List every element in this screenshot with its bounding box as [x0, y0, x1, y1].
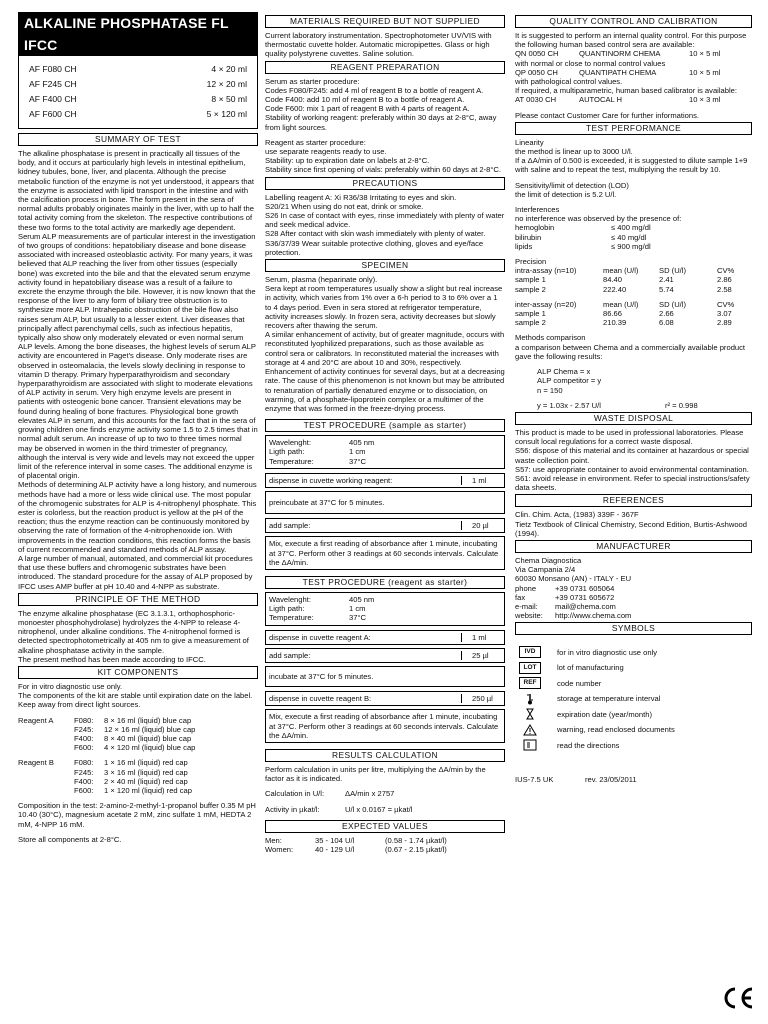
proc2-step: add sample: 25 µl [265, 648, 505, 663]
proc2-heading: TEST PROCEDURE (reagent as starter) [265, 576, 505, 589]
prep-line: Code F400: add 10 ml of reagent B to a bottle of reagent A. [265, 95, 465, 105]
references-heading: REFERENCES [515, 494, 752, 507]
column-left [18, 12, 258, 1014]
proc1-params: Wavelenght: 405 nm Ligth path: 1 cm Temperature: 37°C [265, 435, 505, 469]
proc1-step: dispense in cuvette working reagent: 1 ml [265, 473, 505, 488]
kit-line: Keep away from direct light sources. [18, 700, 141, 710]
kit-line: For in vitro diagnostic use only. [18, 681, 123, 691]
kit-heading: KIT COMPONENTS [18, 666, 258, 679]
qc-row-note: with normal or close to normal control values [515, 58, 666, 68]
warning-icon [519, 724, 541, 736]
precautions-heading: PRECAUTIONS [265, 177, 505, 190]
proc1-heading: TEST PROCEDURE (sample as starter) [265, 419, 505, 432]
perf-line: the limit of detection is 5.2 U/l. [515, 189, 617, 199]
footer [515, 775, 752, 784]
precaution-line: S26 In case of contact with eyes, rinse immediately with plenty of water and seek medical advice. [265, 211, 505, 230]
expected-row: Women: 40 - 129 U/l (0.67 - 2.15 µkat/l) [265, 844, 447, 854]
comparison-line: n = 150 [537, 385, 563, 395]
qc-heading: QUALITY CONTROL AND CALIBRATION [515, 15, 752, 28]
perf-line: no interference was observed by the presence of: [515, 214, 682, 224]
waste-line: S61: avoid release in environment. Refer to special instructions/safety data sheets. [515, 473, 750, 493]
perf-line: Interferences [515, 205, 560, 215]
column-middle [265, 12, 505, 1014]
precaution-line: S36/37/39 Wear suitable protective clothing, gloves and eye/face protection. [265, 238, 484, 257]
composition-text: Composition in the test: 2-amino-2-methyl-1-propanol buffer 0.35 M pH 10.40 (30°C), magnesium acetate 2 mM, zinc sulfate 1 mM, HEDTA 2 mM, 4-NPP 16 mM. [18, 801, 256, 829]
ref-icon: REF [519, 677, 541, 689]
symbol-row: read the directions [515, 737, 752, 753]
ce-mark-icon [720, 986, 754, 1010]
reference-line: Clin. Chim. Acta, (1983) 339F - 367F [515, 510, 639, 520]
proc2-step: Mix, execute a first reading of absorbance after 1 minute, incubating at 37°C. Perform other 3 readings at 60 seconds intervals. Calculate the ΔA/min. [265, 709, 505, 743]
reference-line: Tietz Textbook of Clinical Chemistry, Second Edition, Burtis-Ashwood (1994). [515, 519, 747, 538]
symbol-row: storage at temperature interval [515, 691, 752, 707]
interference-row: lipids ≤ 900 mg/dl [515, 241, 651, 251]
prep-line: Codes F080/F245: add 4 ml of reagent B to a bottle of reagent A. [265, 85, 484, 95]
product-row: AF F080 CH 4 × 20 ml [29, 64, 247, 74]
kit-line: The components of the kit are stable until expiration date on the label. [18, 691, 253, 701]
symbol-row: expiration date (year/month) [515, 706, 752, 722]
symbols-heading: SYMBOLS [515, 622, 752, 635]
precaution-line: S28 After contact with skin wash immediately with plenty of water. [265, 229, 486, 239]
perf-heading: TEST PERFORMANCE [515, 122, 752, 135]
comparison-line: ALP competitor = y [537, 376, 602, 386]
prep-line: Stability since first opening of vials: preferably within 60 days at 2-8°C. [265, 165, 502, 175]
product-row: AF F245 CH 12 × 20 ml [29, 79, 247, 89]
prep-line: Code F600: mix 1 part of reagent B with 4 parts of reagent A. [265, 104, 470, 114]
proc1-step: add sample: 20 µl [265, 518, 505, 533]
column-right [515, 12, 752, 1014]
expected-heading: EXPECTED VALUES [265, 820, 505, 833]
qc-row-note: with pathological control values. [515, 77, 623, 87]
proc2-params: Wavelenght: 405 nm Ligth path: 1 cm Temperature: 37°C [265, 592, 505, 626]
perf-line: If a ΔA/min of 0.500 is exceeded, it is suggested to dilute sample 1+9 with saline and to repeat the test, multiplying the result by 10. [515, 156, 748, 175]
perf-line: the method is linear up to 3000 U/l. [515, 147, 633, 157]
principle-text-2: The present method has been made according to IFCC. [18, 654, 206, 664]
product-row: AF F600 CH 5 × 120 ml [29, 109, 247, 119]
precision-row: sample 1 86.66 2.66 3.07 [515, 309, 732, 319]
prep-line: use separate reagents ready to use. [265, 147, 387, 157]
perf-line: Methods comparison [515, 333, 586, 343]
principle-text: The enzyme alkaline phosphatase (EC 3.1.3.1, orthophosphoric-monoester phosphohydrolase) hydrolyzes the 4-NPP to release 4-nitrophenol, under alkaline conditions. The 4-nitrophenol formed is detected spectrophotometrically at 405 nm to give a measurement of alkaline phosphatase activity in the sample. [18, 608, 249, 655]
product-row: AF F400 CH 8 × 50 ml [29, 94, 247, 104]
reagent-a: Reagent A F080: 8 × 16 ml (liquid) blue cap F245: 12 × 16 ml (liquid) blue cap F400: 8 × 40 ml (liquid) blue cap F600: 4 × 120 ml (liquid) blue cap [18, 715, 196, 753]
qc-text-2: If required, a multiparametric, human based calibrator is available: [515, 86, 738, 96]
waste-line: S56: dispose of this material and its container at hazardous or special waste collection point. [515, 446, 749, 465]
product-list [18, 56, 258, 129]
specimen-heading: SPECIMEN [265, 259, 505, 272]
book-icon [519, 739, 541, 751]
ivd-icon: IVD [519, 646, 541, 658]
results-calc: Calculation in U/l: ΔA/min x 2757 [265, 789, 395, 799]
precision-header: intra-assay (n=10) mean (U/l) SD (U/l) CV% [515, 266, 735, 276]
thermometer-icon [519, 693, 541, 705]
perf-line: Sensitivity/limit of detection (LOD) [515, 180, 629, 190]
materials-heading: MATERIALS REQUIRED BUT NOT SUPPLIED [265, 15, 505, 28]
waste-heading: WASTE DISPOSAL [515, 412, 752, 425]
proc2-step: dispense in cuvette reagent B: 250 µl [265, 691, 505, 706]
proc2-step: dispense in cuvette reagent A: 1 ml [265, 630, 505, 645]
reagent-prep-heading: REAGENT PREPARATION [265, 61, 505, 74]
reagent-b: Reagent B F080: 1 × 16 ml (liquid) red cap F245: 3 × 16 ml (liquid) red cap F400: 2 × 40 ml (liquid) red cap F600: 1 × 120 ml (liquid) red cap [18, 758, 193, 795]
principle-heading: PRINCIPLE OF THE METHOD [18, 593, 258, 606]
specimen-text: Sera kept at room temperatures usually show a slight but real increase in activity, which varies from 1% over a 6-h period to 3 to 6% over a 1 to 4 days period. Even in sera stored at refrigerator temperature, activity increases slowly. In frozen sera, activity decreases but slowly recovers after thawing the serum. [265, 284, 503, 331]
qc-text: It is suggested to perform an internal quality control. For this purpose the following human based control sera are available: [515, 31, 747, 50]
results-heading: RESULTS CALCULATION [265, 749, 505, 762]
precision-row: sample 2 210.39 6.08 2.89 [515, 318, 732, 328]
summary-heading: SUMMARY OF TEST [18, 133, 258, 146]
comparison-line: ALP Chema = x [537, 367, 591, 377]
results-text: Perform calculation in units per litre, multiplying the ΔA/min by the factor as it is indicated. [265, 764, 486, 784]
hourglass-icon [519, 708, 541, 720]
expected-row: Men: 35 - 104 U/l (0.58 - 1.74 µkat/l) [265, 835, 447, 845]
summary-text: The alkaline phosphatase is present in practically all tissues of the body, and it occurs at particularly high levels in intestinal epithelium, kidney tubules, bone, liver, and placenta. Although the precise metabolic function of the enzyme is not yet understood, it appears that the enzyme is associated with lipid transport in the intestine and with the calcification process in bone. The form present in the sera of normal adults probably originates mainly in the liver, with up to half the total activity coming from the skeleton. The respective contributions of these two forms to the total activity are markedly age dependent. Serum ALP measurements are of particular interest in the investigation of two groups of conditions: hepatobiliary disease and bone disease associated with increased osteoblastic activity. For many years, it was believed that ALP reaching the liver from other tissues (especially bone) was excreted into the bile and that the elevated serum enzyme activity found in hepatobiliary disease was a result of a failure to excrete the enzyme through the bile. However, it is now known that the response of the liver to any form of biliary tree obstruction is to synthesize more ALP. Intrahepatic obstruction of the bile flow also raises serum ALP, but usually to a lesser extent. Liver diseases that principally affect parenchymal cells, such as infectious hepatitis, typically also show only moderately elevated or even normal serum ALP levels. Among the bone diseases, the highest levels of serum ALP activity are encountered in Paget's disease. Only moderate rises are observed in osteomalacia, the levels slowly declining in response to vitamin D therapy. Primary hyperparathyroidism and secondary hyperparathyroidism are associated with slight to moderate elevations of ALP activity in serum. Very high enzyme levels are present in patients with osteogenic bone cancer. Transient elevations may be found during healing of bone fractures. Physiological bone growth elevates ALP in serum, and this accounts for the fact that in the sera of growing children one finds enzyme activity some 1.5 to 2.5 times that in normal adult serum. An increase of up to two to three times normal may be observed in women in the third trimester of pregnancy, although the interval is very wide and levels may not exceed the upper limit of the reference interval in some cases. The additional enzyme is of placental origin. [18, 149, 258, 481]
symbol-row: LOT lot of manufacturing [515, 660, 752, 676]
manufacturer-website: website: http://www.chema.com [515, 611, 632, 621]
waste-line: S57: use appropriate container to avoid environmental contamination. [515, 464, 749, 474]
lot-icon: LOT [519, 662, 541, 674]
prep-line: Stability: up to expiration date on labels at 2-8°C. [265, 156, 430, 166]
comparison-result: y = 1.03x - 2.57 U/l r² = 0.998 [537, 400, 698, 410]
interference-row: hemoglobin ≤ 400 mg/dl [515, 223, 651, 233]
proc1-step: preincubate at 37°C for 5 minutes. [265, 491, 505, 514]
symbol-row: warning, read enclosed documents [515, 722, 752, 738]
manufacturer-contact: phone +39 0731 605064 [515, 583, 615, 593]
precision-row: sample 2 222.40 5.74 2.58 [515, 284, 732, 294]
revision-date: rev. 23/05/2011 [585, 774, 637, 784]
manufacturer-line: Via Campania 2/4 [515, 565, 576, 575]
precaution-line: Labelling reagent A: Xi R36/38 Irritating to eyes and skin. [265, 192, 457, 202]
prep-line: Reagent as starter procedure: [265, 137, 366, 147]
manufacturer-email: e-mail: mail@chema.com [515, 601, 616, 611]
perf-line: a comparison between Chema and a commercially available product gave the following results: [515, 342, 746, 361]
perf-line: Precision [515, 257, 547, 267]
proc1-step: Mix, execute a first reading of absorbance after 1 minute, incubating at 37°C. Perform other 3 readings at 60 seconds intervals. Calculate the ΔA/min. [265, 536, 505, 570]
document-code: IUS-7.5 UK [515, 774, 554, 784]
qc-row: QN 0050 CH QUANTINORM CHEMA 10 × 5 ml [515, 49, 721, 59]
results-calc: Activity in µkat/l: U/l x 0.0167 = µkat/l [265, 804, 413, 814]
qc-calibrator: AT 0030 CH AUTOCAL H 10 × 3 ml [515, 95, 721, 105]
precaution-line: S20/21 When using do not eat, drink or smoke. [265, 201, 424, 211]
summary-text-3: A large number of manual, automated, and commercial kit procedures that use these buffers and chromogenic substrates have been introduced. The standard procedure for the assay of ALP proposed by IFCC uses AMP buffer at pH 10.40 and 4-NPP as substrate. [18, 553, 253, 591]
materials-text: Current laboratory instrumentation. Spectrophotometer UV/VIS with thermostatic cuvette holder. Automatic micropipettes. Glass or high quality polystyrene cuvettes. Saline solution. [265, 31, 492, 59]
prep-line: Stability of working reagent: preferably within 30 days at 2-8°C, away from light sources. [265, 113, 497, 132]
symbol-row: IVD for in vitro diagnostic use only [515, 644, 752, 660]
proc2-step: incubate at 37°C for 5 minutes. [265, 666, 505, 687]
manufacturer-line: Chema Diagnostica [515, 555, 582, 565]
manufacturer-contact: fax +39 0731 605672 [515, 592, 615, 602]
prep-line: Serum as starter procedure: [265, 76, 360, 86]
specimen-text-2: A similar enhancement of activity, but of greater magnitude, occurs with reconstituted lyophilized preparations, such as those available as control sera or calibrators. In reconstituted material the increases with storage at 4 and 20°C are about 10 and 30%, respectively. Enhancement of activity continues for several days, but at a decreasing rate. The cause of this phenomenon is not known but may be attributed to renaturation of partially denatured enzyme or to dissociation, on warming, of a phosphate-lipoprotein complex or a multimer of the enzyme that was formed in the freeze-drying process. [265, 330, 505, 413]
precision-header: inter-assay (n=20) mean (U/l) SD (U/l) CV% [515, 299, 735, 309]
qc-text-3: Please contact Customer Care for further informations. [515, 110, 700, 120]
storage-text: Store all components at 2-8°C. [18, 834, 122, 844]
specimen-line: Serum, plasma (heparinate only). [265, 275, 378, 285]
manufacturer-line: 60030 Monsano (AN) - ITALY - EU [515, 574, 632, 584]
perf-line: Linearity [515, 137, 544, 147]
precision-row: sample 1 84.40 2.41 2.86 [515, 275, 732, 285]
symbol-row: REF code number [515, 675, 752, 691]
summary-text-2: Methods of determining ALP activity have a long history, and numerous methods have had a more or less wide clinical use. The most popular of the chromogenic substrates for ALP is 4-nitrophenyl phosphate. This ester is colorless, but the reaction product is yellow at the pH of the reaction; thus the enzyme reaction can be continuously monitored by observing the rate of formation of the 4-nitrophenoxide ion. With improvements in the reaction conditions, this reaction forms the basis of current recommended and standard methods of ALP assay. [18, 480, 257, 554]
interference-row: bilirubin ≤ 40 mg/dl [515, 232, 647, 242]
waste-line: This product is made to be used in professional laboratories. Please consult local regulations for a correct waste disposal. [515, 427, 744, 447]
qc-row: QP 0050 CH QUANTIPATH CHEMA 10 × 5 ml [515, 67, 721, 77]
document-title: ALKALINE PHOSPHATASE FL IFCC [18, 12, 258, 56]
manufacturer-heading: MANUFACTURER [515, 540, 752, 553]
